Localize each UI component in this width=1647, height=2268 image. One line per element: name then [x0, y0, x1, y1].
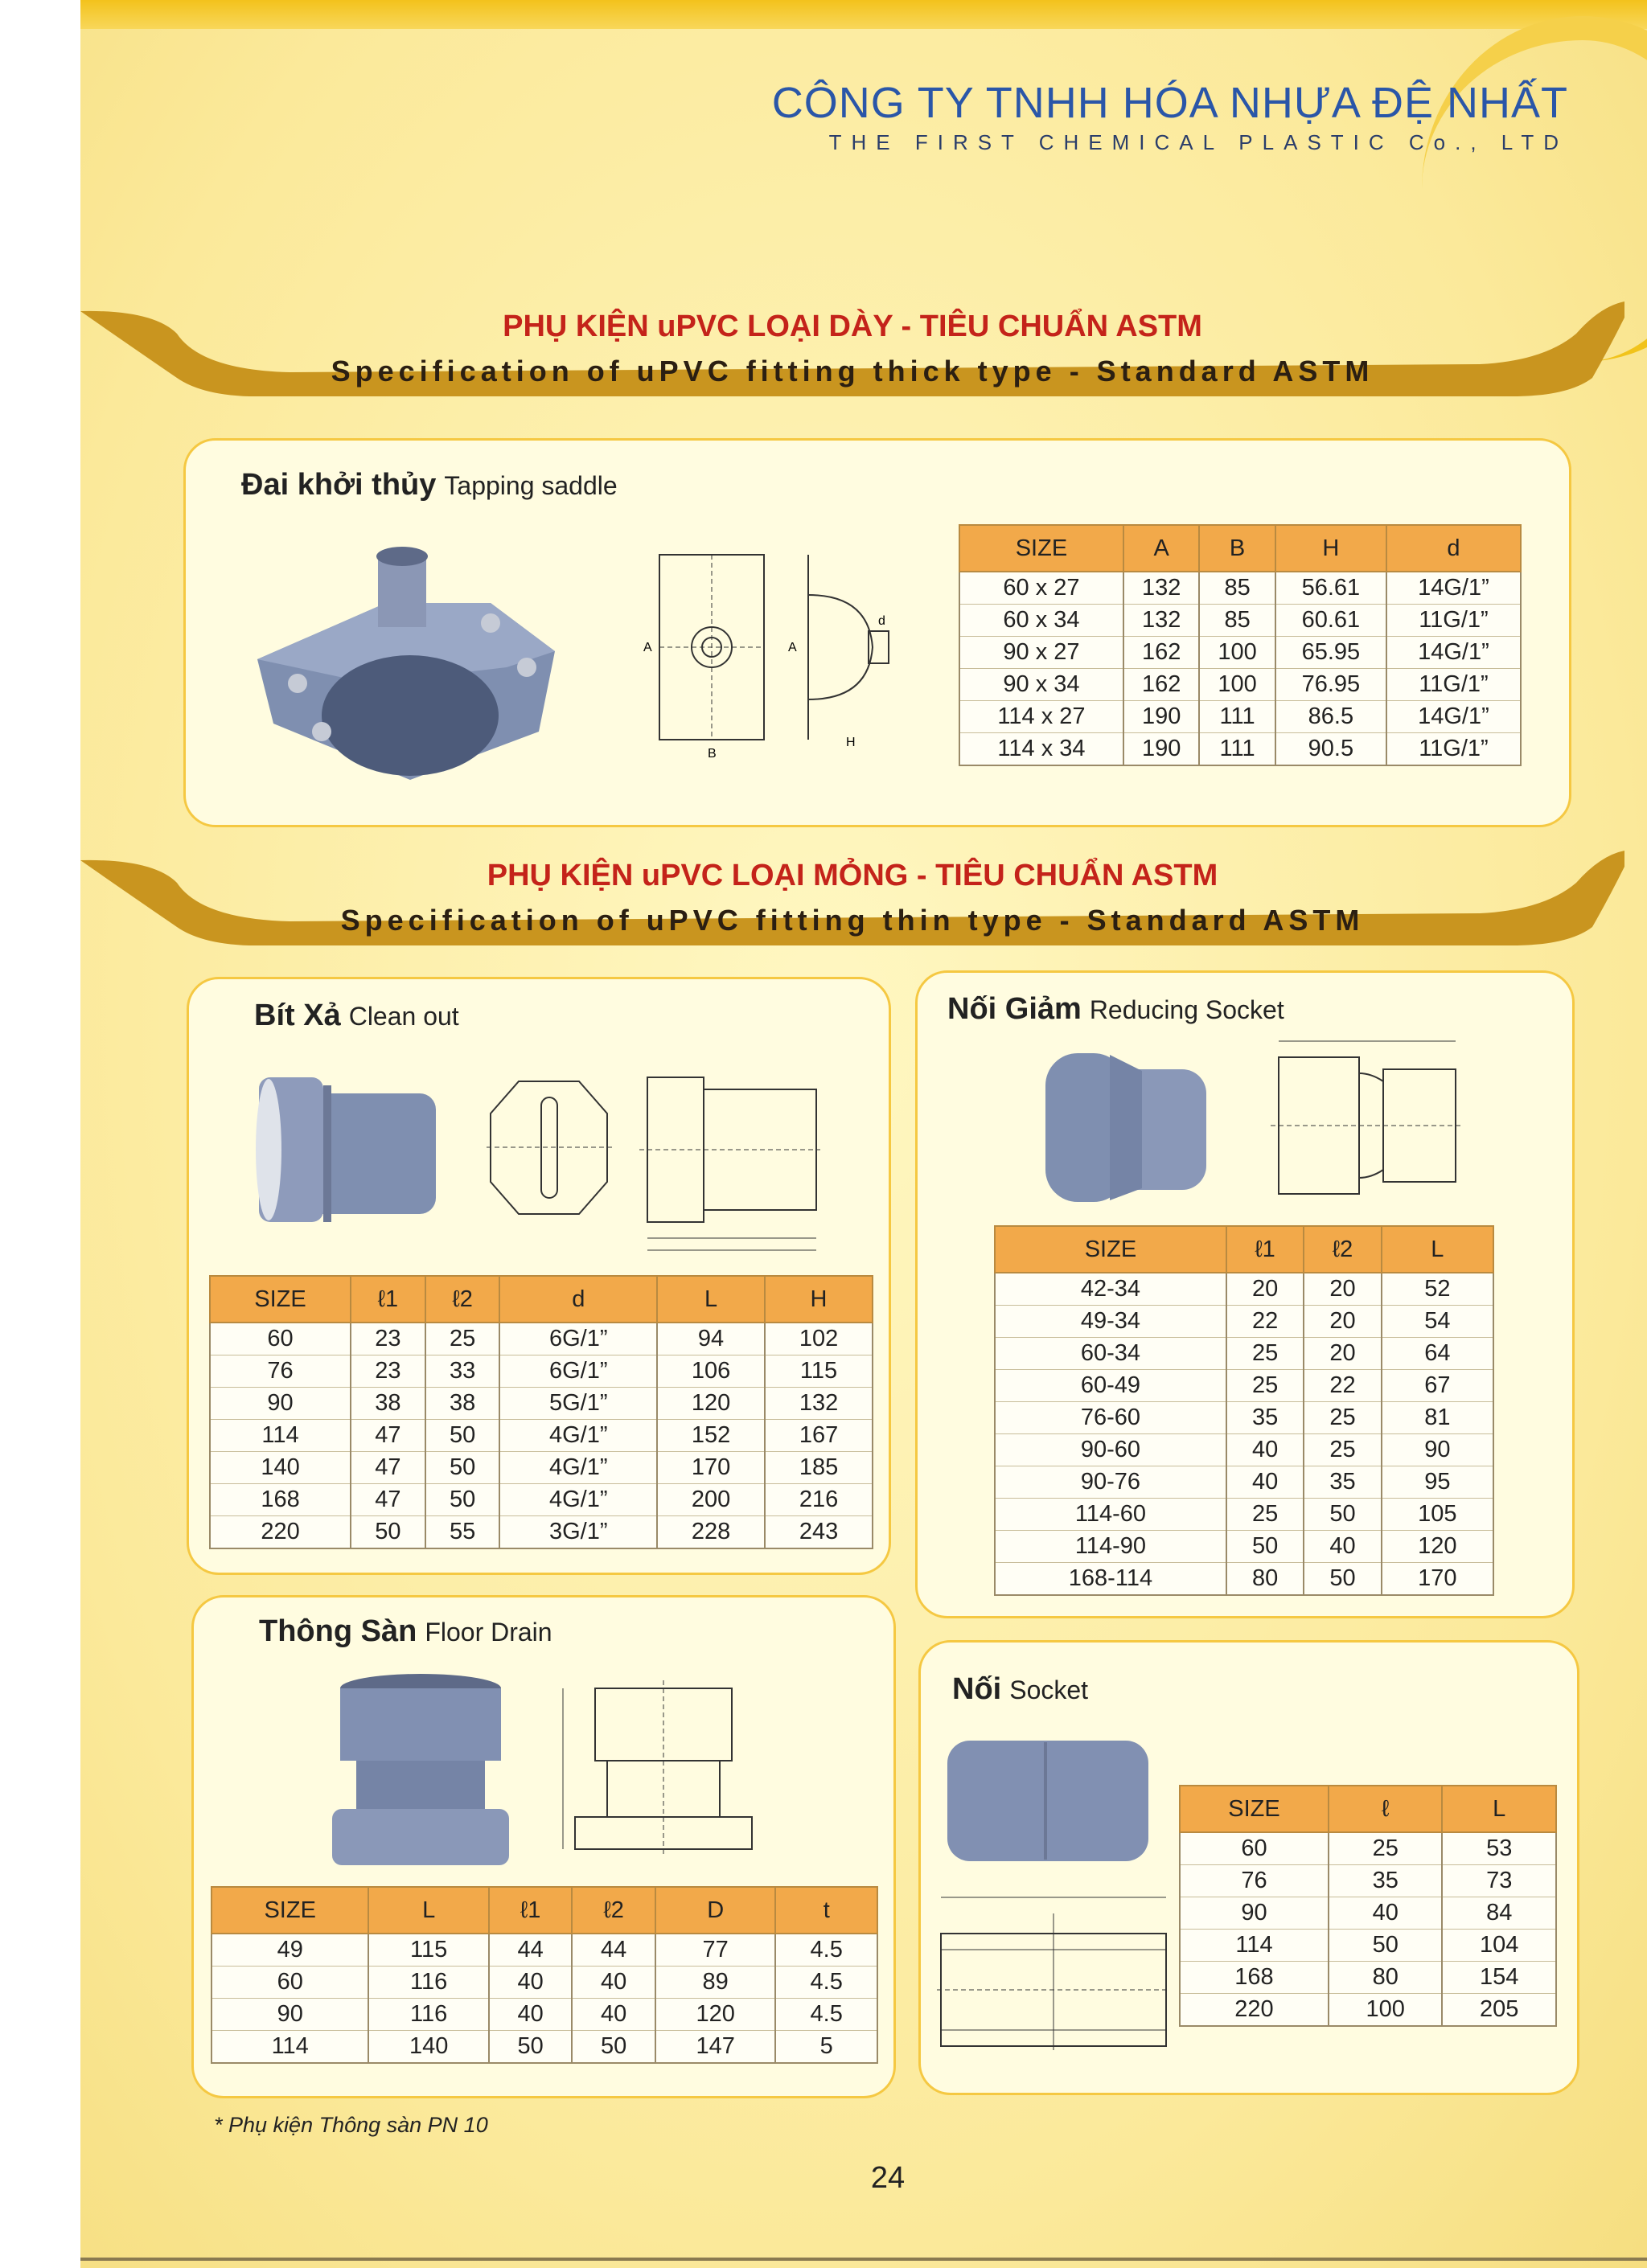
- table-cell: 5: [775, 2031, 877, 2064]
- table-row: [1180, 1897, 1556, 1930]
- tapping-saddle-diagram: [627, 547, 917, 764]
- table-cell: 44: [489, 1934, 573, 1967]
- dim-label: d: [878, 614, 885, 628]
- table-cell: 67: [1382, 1370, 1493, 1402]
- table-cell: 170: [1382, 1563, 1493, 1596]
- column-header: SIZE: [210, 1276, 351, 1323]
- table-cell: 140: [210, 1452, 351, 1484]
- table-row: [995, 1531, 1493, 1563]
- table-row: [959, 733, 1521, 766]
- table-cell: 132: [765, 1388, 873, 1420]
- socket-photo: [939, 1733, 1156, 1869]
- table-header-row: [210, 1276, 873, 1323]
- table-row: [995, 1563, 1493, 1596]
- table-row: [210, 1484, 873, 1516]
- product-name-en: Tapping saddle: [444, 471, 618, 500]
- table-cell: 216: [765, 1484, 873, 1516]
- table-cell: 90-60: [995, 1434, 1226, 1466]
- table-row: [995, 1434, 1493, 1466]
- table-cell: 50: [489, 2031, 573, 2064]
- table-cell: 53: [1442, 1832, 1556, 1865]
- table-cell: 25: [1226, 1370, 1304, 1402]
- table-row: [210, 1355, 873, 1388]
- table-cell: 102: [765, 1323, 873, 1355]
- table-row: [1180, 1865, 1556, 1897]
- column-header: ℓ: [1329, 1786, 1443, 1832]
- table-cell: 23: [351, 1323, 425, 1355]
- column-header: ℓ1: [1226, 1226, 1304, 1273]
- table-cell: 100: [1199, 637, 1275, 669]
- column-header: H: [1275, 525, 1386, 572]
- table-cell: 85: [1199, 572, 1275, 605]
- table-cell: 60 x 34: [959, 605, 1123, 637]
- table-cell: 80: [1329, 1962, 1443, 1994]
- table-cell: 14G/1”: [1386, 637, 1521, 669]
- column-header: D: [655, 1887, 776, 1934]
- table-cell: 140: [368, 2031, 489, 2064]
- table-cell: 20: [1226, 1273, 1304, 1306]
- column-header: B: [1199, 525, 1275, 572]
- table-cell: 114-60: [995, 1499, 1226, 1531]
- clean-out-diagram: [487, 1053, 824, 1254]
- reducing-socket-diagram: [1271, 1033, 1464, 1202]
- table-cell: 25: [1304, 1402, 1381, 1434]
- table-header-row: [1180, 1786, 1556, 1832]
- table-cell: 20: [1304, 1273, 1381, 1306]
- table-row: [995, 1306, 1493, 1338]
- table-cell: 95: [1382, 1466, 1493, 1499]
- table-cell: 185: [765, 1452, 873, 1484]
- table-cell: 65.95: [1275, 637, 1386, 669]
- section-title-vn: PHỤ KIỆN uPVC LOẠI DÀY - TIÊU CHUẨN ASTM: [503, 310, 1202, 343]
- table-header-row: [212, 1887, 877, 1934]
- table-cell: 35: [1304, 1466, 1381, 1499]
- section-title-en: Specification of uPVC fitting thin type - Standard ASTM: [340, 904, 1365, 937]
- table-cell: 162: [1123, 669, 1199, 701]
- table-cell: 90-76: [995, 1466, 1226, 1499]
- table-cell: 168: [210, 1484, 351, 1516]
- table-cell: 77: [655, 1934, 776, 1967]
- column-header: SIZE: [1180, 1786, 1329, 1832]
- table-cell: 76.95: [1275, 669, 1386, 701]
- table-cell: 111: [1199, 733, 1275, 766]
- table-row: [210, 1388, 873, 1420]
- table-cell: 115: [368, 1934, 489, 1967]
- table-cell: 40: [1304, 1531, 1381, 1563]
- table-cell: 22: [1226, 1306, 1304, 1338]
- table-row: [959, 637, 1521, 669]
- table-row: [210, 1516, 873, 1549]
- table-cell: 220: [1180, 1994, 1329, 2027]
- table-cell: 40: [489, 1967, 573, 1999]
- column-header: H: [765, 1276, 873, 1323]
- table-cell: 50: [425, 1420, 500, 1452]
- table-cell: 115: [765, 1355, 873, 1388]
- table-cell: 5G/1”: [499, 1388, 657, 1420]
- column-header: ℓ1: [489, 1887, 573, 1934]
- top-band: [80, 0, 1647, 29]
- table-cell: 114 x 34: [959, 733, 1123, 766]
- table-cell: 89: [655, 1967, 776, 1999]
- table-cell: 111: [1199, 701, 1275, 733]
- table-cell: 40: [1226, 1466, 1304, 1499]
- page-number: 24: [870, 2161, 906, 2195]
- table-cell: 50: [1304, 1563, 1381, 1596]
- table-row: [995, 1338, 1493, 1370]
- table-cell: 60: [212, 1967, 368, 1999]
- table-cell: 120: [657, 1388, 765, 1420]
- table-cell: 50: [572, 2031, 655, 2064]
- table-cell: 205: [1442, 1994, 1556, 2027]
- table-row: [210, 1323, 873, 1355]
- table-cell: 4.5: [775, 1967, 877, 1999]
- column-header: ℓ1: [351, 1276, 425, 1323]
- section-title-en: Specification of uPVC fitting thick type - Standard ASTM: [331, 355, 1374, 388]
- socket-diagram: [937, 1889, 1170, 2058]
- table-cell: 50: [1329, 1930, 1443, 1962]
- table-cell: 228: [657, 1516, 765, 1549]
- table-cell: 25: [1226, 1338, 1304, 1370]
- table-row: [1180, 1930, 1556, 1962]
- table-cell: 25: [425, 1323, 500, 1355]
- column-header: ℓ2: [425, 1276, 500, 1323]
- table-cell: 35: [1329, 1865, 1443, 1897]
- company-header: [692, 79, 1568, 155]
- table-cell: 100: [1199, 669, 1275, 701]
- floor-drain-diagram: [547, 1672, 756, 1865]
- floor-drain-table: [211, 1886, 878, 2064]
- table-cell: 40: [572, 1999, 655, 2031]
- clean-out-table: [209, 1275, 873, 1549]
- table-cell: 23: [351, 1355, 425, 1388]
- table-cell: 116: [368, 1999, 489, 2031]
- table-row: [212, 2031, 877, 2064]
- table-cell: 73: [1442, 1865, 1556, 1897]
- column-header: SIZE: [212, 1887, 368, 1934]
- table-cell: 90: [210, 1388, 351, 1420]
- table-cell: 100: [1329, 1994, 1443, 2027]
- table-row: [1180, 1994, 1556, 2027]
- table-cell: 4G/1”: [499, 1452, 657, 1484]
- table-cell: 52: [1382, 1273, 1493, 1306]
- table-cell: 220: [210, 1516, 351, 1549]
- table-cell: 11G/1”: [1386, 669, 1521, 701]
- socket-title: [952, 1672, 1088, 1707]
- table-cell: 154: [1442, 1962, 1556, 1994]
- column-header: d: [499, 1276, 657, 1323]
- clean-out-photo: [251, 1069, 452, 1230]
- table-row: [995, 1499, 1493, 1531]
- table-row: [995, 1273, 1493, 1306]
- table-row: [210, 1452, 873, 1484]
- floor-drain-photo: [328, 1672, 513, 1873]
- table-row: [995, 1402, 1493, 1434]
- table-cell: 60: [1180, 1832, 1329, 1865]
- product-name-en: Clean out: [348, 1002, 459, 1031]
- table-cell: 54: [1382, 1306, 1493, 1338]
- reducing-socket-table: [994, 1225, 1494, 1596]
- table-cell: 42-34: [995, 1273, 1226, 1306]
- table-cell: 44: [572, 1934, 655, 1967]
- table-cell: 14G/1”: [1386, 701, 1521, 733]
- table-row: [959, 669, 1521, 701]
- table-cell: 56.61: [1275, 572, 1386, 605]
- table-cell: 38: [351, 1388, 425, 1420]
- table-cell: 132: [1123, 605, 1199, 637]
- table-cell: 190: [1123, 701, 1199, 733]
- table-cell: 47: [351, 1420, 425, 1452]
- table-cell: 64: [1382, 1338, 1493, 1370]
- table-cell: 104: [1442, 1930, 1556, 1962]
- product-name-en: Socket: [1009, 1675, 1089, 1704]
- table-cell: 94: [657, 1323, 765, 1355]
- table-cell: 147: [655, 2031, 776, 2064]
- product-name-vn: Nối: [952, 1672, 1002, 1706]
- reducing-socket-photo: [1021, 1045, 1214, 1214]
- product-name-vn: Thông Sàn: [259, 1614, 417, 1648]
- table-cell: 40: [489, 1999, 573, 2031]
- reducing-socket-title: [947, 992, 1284, 1027]
- table-cell: 114: [210, 1420, 351, 1452]
- table-cell: 49: [212, 1934, 368, 1967]
- table-cell: 120: [655, 1999, 776, 2031]
- table-cell: 114 x 27: [959, 701, 1123, 733]
- column-header: ℓ2: [1304, 1226, 1381, 1273]
- table-cell: 60-34: [995, 1338, 1226, 1370]
- table-cell: 11G/1”: [1386, 733, 1521, 766]
- column-header: L: [1382, 1226, 1493, 1273]
- table-cell: 20: [1304, 1306, 1381, 1338]
- table-cell: 6G/1”: [499, 1323, 657, 1355]
- dim-label: A: [788, 641, 797, 654]
- product-name-vn: Đai khởi thủy: [241, 468, 437, 502]
- table-cell: 47: [351, 1484, 425, 1516]
- product-name-en: Floor Drain: [425, 1618, 552, 1647]
- table-row: [959, 572, 1521, 605]
- table-row: [959, 605, 1521, 637]
- column-header: L: [368, 1887, 489, 1934]
- table-cell: 243: [765, 1516, 873, 1549]
- table-cell: 35: [1226, 1402, 1304, 1434]
- table-cell: 25: [1329, 1832, 1443, 1865]
- table-row: [212, 1967, 877, 1999]
- table-row: [959, 701, 1521, 733]
- table-cell: 81: [1382, 1402, 1493, 1434]
- table-cell: 22: [1304, 1370, 1381, 1402]
- table-cell: 90: [1180, 1897, 1329, 1930]
- floor-drain-title: [259, 1614, 552, 1649]
- table-cell: 60.61: [1275, 605, 1386, 637]
- product-name-vn: Nối Giảm: [947, 992, 1082, 1026]
- table-cell: 114-90: [995, 1531, 1226, 1563]
- table-cell: 60 x 27: [959, 572, 1123, 605]
- footnote: * Phụ kiện Thông sàn PN 10: [214, 2113, 488, 2137]
- table-cell: 60-49: [995, 1370, 1226, 1402]
- table-cell: 55: [425, 1516, 500, 1549]
- table-cell: 190: [1123, 733, 1199, 766]
- table-cell: 200: [657, 1484, 765, 1516]
- table-cell: 120: [1382, 1531, 1493, 1563]
- table-cell: 90.5: [1275, 733, 1386, 766]
- table-cell: 114: [1180, 1930, 1329, 1962]
- table-cell: 86.5: [1275, 701, 1386, 733]
- table-cell: 25: [1226, 1499, 1304, 1531]
- table-cell: 114: [212, 2031, 368, 2064]
- column-header: d: [1386, 525, 1521, 572]
- column-header: L: [1442, 1786, 1556, 1832]
- table-cell: 85: [1199, 605, 1275, 637]
- company-name-en: THE FIRST CHEMICAL PLASTIC Co., LTD: [828, 130, 1568, 154]
- table-cell: 152: [657, 1420, 765, 1452]
- dim-label: A: [643, 641, 652, 654]
- table-row: [1180, 1962, 1556, 1994]
- company-name-vn: CÔNG TY TNHH HÓA NHỰA ĐỆ NHẤT: [771, 79, 1568, 127]
- table-cell: 168-114: [995, 1563, 1226, 1596]
- table-cell: 168: [1180, 1962, 1329, 1994]
- tapping-saddle-title: [241, 468, 618, 502]
- table-row: [995, 1466, 1493, 1499]
- table-header-row: [959, 525, 1521, 572]
- table-cell: 6G/1”: [499, 1355, 657, 1388]
- table-cell: 90: [1382, 1434, 1493, 1466]
- dim-label: B: [708, 747, 717, 761]
- table-cell: 40: [572, 1967, 655, 1999]
- table-cell: 167: [765, 1420, 873, 1452]
- table-row: [210, 1420, 873, 1452]
- table-cell: 50: [1226, 1531, 1304, 1563]
- dim-label: H: [846, 736, 856, 749]
- tapping-saddle-photo: [249, 547, 571, 780]
- section-banner-thin: [80, 851, 1624, 947]
- column-header: ℓ2: [572, 1887, 655, 1934]
- table-cell: 20: [1304, 1338, 1381, 1370]
- product-name-en: Reducing Socket: [1089, 995, 1284, 1024]
- column-header: A: [1123, 525, 1199, 572]
- clean-out-title: [254, 999, 459, 1033]
- table-cell: 4G/1”: [499, 1484, 657, 1516]
- table-cell: 38: [425, 1388, 500, 1420]
- section-banner-thick: [80, 301, 1624, 398]
- table-cell: 132: [1123, 572, 1199, 605]
- table-cell: 116: [368, 1967, 489, 1999]
- table-cell: 25: [1304, 1434, 1381, 1466]
- table-cell: 50: [351, 1516, 425, 1549]
- table-cell: 76-60: [995, 1402, 1226, 1434]
- table-cell: 90: [212, 1999, 368, 2031]
- table-cell: 50: [1304, 1499, 1381, 1531]
- table-cell: 90 x 34: [959, 669, 1123, 701]
- product-name-vn: Bít Xả: [254, 999, 341, 1032]
- table-cell: 3G/1”: [499, 1516, 657, 1549]
- table-cell: 4.5: [775, 1999, 877, 2031]
- table-row: [995, 1370, 1493, 1402]
- table-cell: 80: [1226, 1563, 1304, 1596]
- column-header: SIZE: [959, 525, 1123, 572]
- table-row: [212, 1934, 877, 1967]
- table-cell: 14G/1”: [1386, 572, 1521, 605]
- table-row: [1180, 1832, 1556, 1865]
- table-cell: 40: [1329, 1897, 1443, 1930]
- page-margin: [0, 0, 80, 2268]
- table-cell: 4.5: [775, 1934, 877, 1967]
- table-cell: 90 x 27: [959, 637, 1123, 669]
- table-cell: 33: [425, 1355, 500, 1388]
- table-cell: 40: [1226, 1434, 1304, 1466]
- tapping-saddle-table: [959, 524, 1522, 766]
- table-cell: 11G/1”: [1386, 605, 1521, 637]
- table-header-row: [995, 1226, 1493, 1273]
- table-cell: 162: [1123, 637, 1199, 669]
- table-cell: 47: [351, 1452, 425, 1484]
- table-cell: 170: [657, 1452, 765, 1484]
- table-cell: 84: [1442, 1897, 1556, 1930]
- table-row: [212, 1999, 877, 2031]
- bottom-rule: [80, 2258, 1647, 2261]
- table-cell: 106: [657, 1355, 765, 1388]
- table-cell: 50: [425, 1452, 500, 1484]
- column-header: SIZE: [995, 1226, 1226, 1273]
- column-header: t: [775, 1887, 877, 1934]
- section-title-vn: PHỤ KIỆN uPVC LOẠI MỎNG - TIÊU CHUẨN ASTM: [487, 859, 1218, 892]
- table-cell: 49-34: [995, 1306, 1226, 1338]
- table-cell: 76: [210, 1355, 351, 1388]
- table-cell: 60: [210, 1323, 351, 1355]
- table-cell: 4G/1”: [499, 1420, 657, 1452]
- column-header: L: [657, 1276, 765, 1323]
- table-cell: 76: [1180, 1865, 1329, 1897]
- socket-table: [1179, 1785, 1557, 2027]
- table-cell: 50: [425, 1484, 500, 1516]
- table-cell: 105: [1382, 1499, 1493, 1531]
